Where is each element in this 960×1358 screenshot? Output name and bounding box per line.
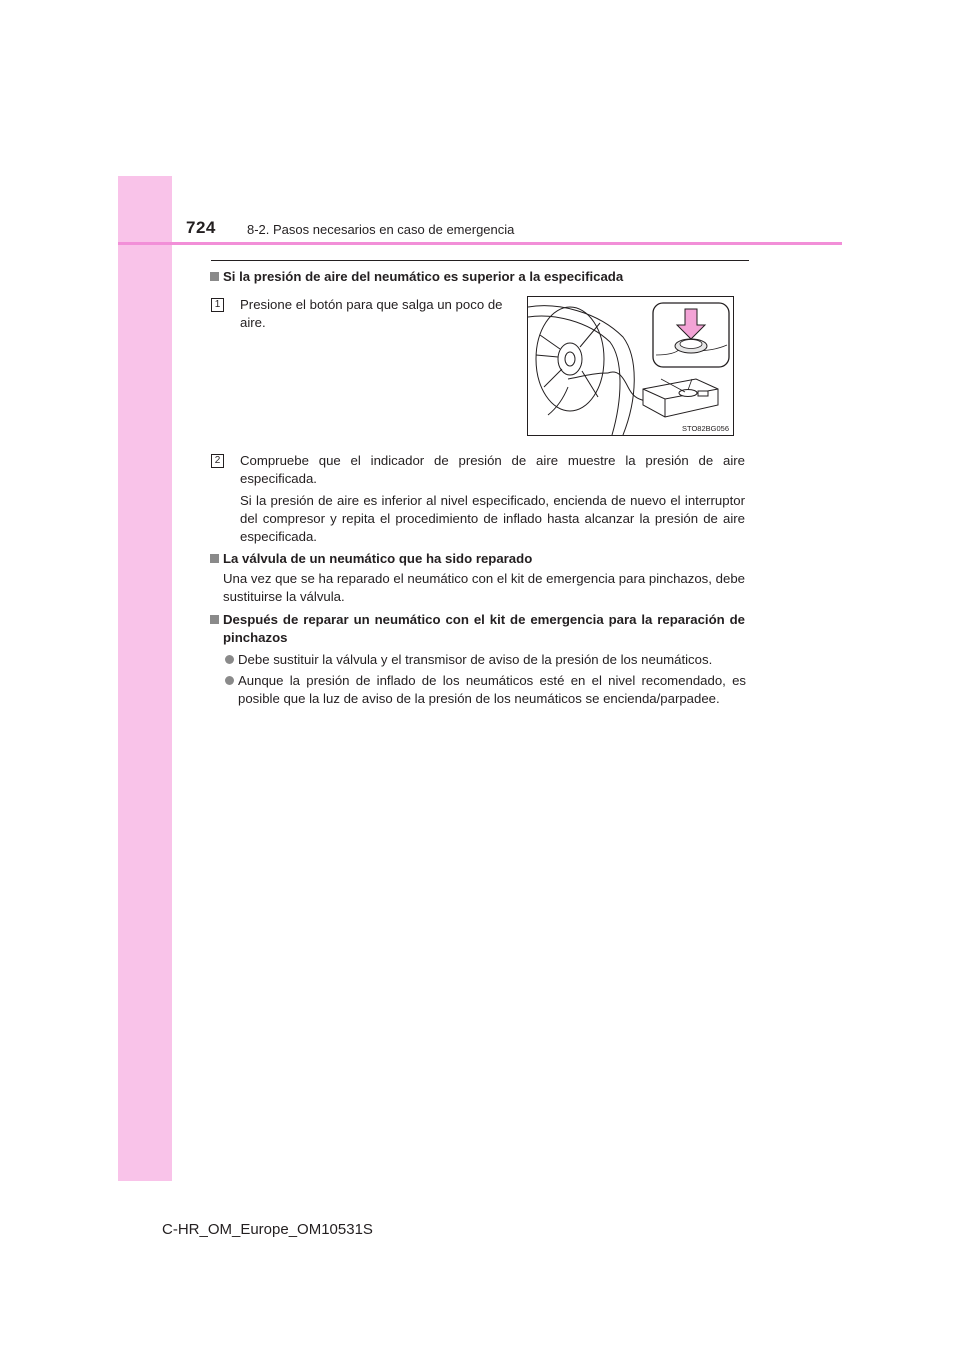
bullet-text: Aunque la presión de inflado de los neumáticos esté en el nivel recomendado, es posible que la luz de aviso de la presión de los neumáticos se encienda/parpadee. bbox=[238, 673, 746, 706]
compressor-figure bbox=[527, 296, 734, 436]
step2-note: Si la presión de aire es inferior al nivel especificado, encienda de nuevo el interruptor del compresor y repita el procedimiento de inflado hasta alcanzar la presión de aire especificada. bbox=[240, 493, 745, 544]
step-badge-1: 1 bbox=[211, 298, 224, 312]
step1-text: Presione el botón para que salga un poco de aire. bbox=[240, 297, 503, 330]
section-title: 8-2. Pasos necesarios en caso de emergencia bbox=[247, 222, 515, 237]
circle-bullet-icon bbox=[225, 655, 234, 664]
step2-text: Compruebe que el indicador de presión de aire muestre la presión de aire especificada. bbox=[240, 453, 745, 486]
square-bullet-icon bbox=[210, 554, 219, 563]
step-badge-2: 2 bbox=[211, 454, 224, 468]
heading-repaired-valve bbox=[223, 550, 753, 568]
footer-code: C-HR_OM_Europe_OM10531S bbox=[162, 1221, 373, 1238]
bullet-text: Debe sustituir la válvula y el transmisor de aviso de la presión de los neumáticos. bbox=[238, 652, 713, 667]
figure-label: STO82BG056 bbox=[682, 424, 729, 433]
heading-text: Después de reparar un neumático con el kit de emergencia para la reparación de pinchazos bbox=[223, 612, 745, 645]
heading-high-pressure bbox=[223, 268, 753, 286]
header-rule bbox=[118, 242, 842, 245]
circle-bullet-icon bbox=[225, 676, 234, 685]
square-bullet-icon bbox=[210, 615, 219, 624]
bullet-item bbox=[238, 672, 746, 708]
tire-compressor-illustration bbox=[528, 297, 733, 435]
header-tab bbox=[118, 176, 172, 244]
heading-text: Si la presión de aire del neumático es superior a la especificada bbox=[223, 269, 624, 284]
side-tab-band bbox=[118, 176, 172, 1181]
heading-after-repair bbox=[223, 611, 745, 647]
bullet-item bbox=[238, 651, 748, 669]
page-number: 724 bbox=[186, 218, 216, 237]
heading-text: La válvula de un neumático que ha sido reparado bbox=[223, 551, 533, 566]
repaired-valve-text: Una vez que se ha reparado el neumático con el kit de emergencia para pinchazos, debe sustituirse la válvula. bbox=[223, 571, 745, 604]
content-divider bbox=[211, 260, 749, 261]
square-bullet-icon bbox=[210, 272, 219, 281]
